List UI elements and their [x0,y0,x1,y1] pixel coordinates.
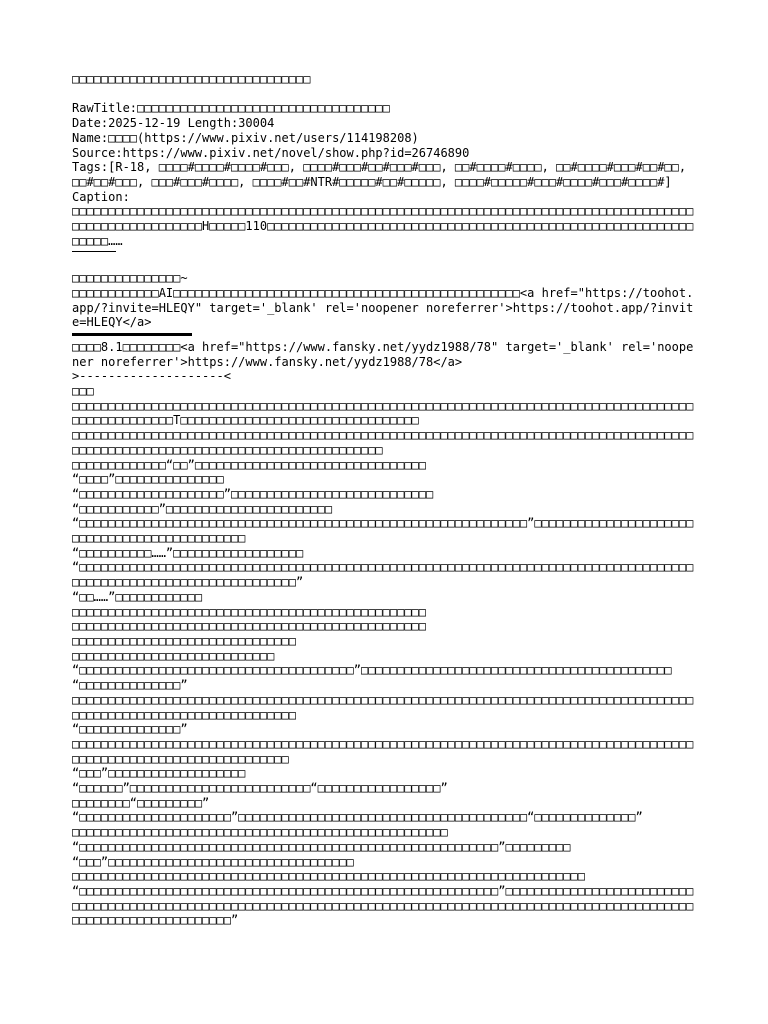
promo-line-3: □□□□8.1□□□□□□□□<a href="https://www.fansky.net/yydz1988/78" target='_blank' rel='noopener noreferrer'>https://www.fansky.net/yydz1988/78</a> [72,339,694,369]
body-paragraph: “□□□□□□□□□□□”□□□□□□□□□□□□□□□□□□□□□□□ [72,501,333,516]
source-url-line: Source:https://www.pixiv.net/novel/show.php?id=26746890 [72,145,470,160]
date-length-line: Date:2025-12-19 Length:30004 [72,116,275,131]
body-paragraph: “□□□□□□□□□□□□□□□□□□□□□□□□□□□□□□□□□□□□□□□□□□□□□□□□□□□□□□□□□□□□□□□□□□□□□□□□□□□□□□□□□□□□□□□□□□□□□□□□□□□□□□□□□□□□□□□□□□□□” [72,560,694,590]
body-paragraph: □□□□□□□□□□□□□□□□□□□□□□□□□□□□ [72,648,275,663]
body-paragraph: “□□□□”□□□□□□□□□□□□□□□ [72,472,224,487]
body-paragraph: “□□□□□□□□□□□□□□□□□□□□□”□□□□□□□□□□□□□□□□□□□□□□□□□□□□□□□□□□□□□□□□“□□□□□□□□□□□□□□” [72,810,643,825]
body-paragraph: “□□□□□□□□□□□□□□□□□□□□□□□□□□□□□□□□□□□□□□□□□□□□□□□□□□□□□□□□□□”□□□□□□□□□□□□□□□□□□□□□□□□□□□□□□□□□□□□□□□□□□□□□□□□□□□□□□□□□□□□□□□□□□□□□□□□□□□□□□□□□□□□□□□□□□□□□□□□□□□□□□□□□□□□□□□□□□□□□□□□□□□□□□□□□□□□□□” [72,883,694,928]
blank-line [72,256,698,271]
novel-body [72,384,698,928]
body-paragraph: “□□□□□□□□□□□□□□” [72,678,188,693]
body-paragraph: □□□□□□□□□□□□□□□□□□□□□□□□□□□□□□□ [72,633,296,648]
body-paragraph: □□□□□□□□□□□□□□□□□□□□□□□□□□□□□□□□□□□□□□□□□□□□□□□□□ [72,604,427,619]
promo-line-2: □□□□□□□□□□□□AI□□□□□□□□□□□□□□□□□□□□□□□□□□□□□□□□□□□□□□□□□□□□□□□□<a href="https://toohot.app/?invite=HLEQY" target='_blank' rel='noopener noreferrer'>https://toohot.app/?invite=HLEQY</a> [72,285,694,330]
caption-text: □□□□□□□□□□□□□□□□□□□□□□□□□□□□□□□□□□□□□□□□□□□□□□□□□□□□□□□□□□□□□□□□□□□□□□□□□□□□□□□□□□□□□□□□□□□□□□□□□□□□□□□□H□□□□□110□□□□□□□□□□□□□□□□□□□□□□□□□□□□□□□□□□□□□□□□□□□□□□□□□□□□□□□□□□□□□□□□…… [72,204,694,248]
blank-line [72,87,698,102]
body-paragraph: “□□□□□□”□□□□□□□□□□□□□□□□□□□□□□□□□“□□□□□□□□□□□□□□□□□” [72,781,448,796]
body-paragraph: “□□□”□□□□□□□□□□□□□□□□□□□□□□□□□□□□□□□□□□ [72,854,354,869]
body-paragraph: □□□□□□□□□□□□□□□□□□□□□□□□□□□□□□□□□□□□□□□□□□□□□□□□□□□□ [72,825,448,840]
body-paragraph: □□□□□□□□“□□□□□□□□□” [72,795,210,810]
body-paragraph: □□□□□□□□□□□□□□□□□□□□□□□□□□□□□□□□□□□□□□□□□□□□□□□□□□□□□□□□□□□□□□□□□□□□□□□ [72,869,585,884]
body-paragraph: □□□□□□□□□□□□□□□□□□□□□□□□□□□□□□□□□□□□□□□□□□□□□□□□□ [72,619,427,634]
body-paragraph: “□□□□□□□□□□□□□□□□□□□□□□□□□□□□□□□□□□□□□□”□□□□□□□□□□□□□□□□□□□□□□□□□□□□□□□□□□□□□□□□□□□ [72,663,672,678]
author-name-line: Name:□□□□(https://www.pixiv.net/users/114198208) [72,130,419,145]
document-heading: □□□□□□□□□□□□□□□□□□□□□□□□□□□□□□□□□ [72,72,311,86]
caption-label: Caption: [72,189,130,204]
body-paragraph: “□□……”□□□□□□□□□□□□ [72,589,203,604]
raw-title-line: RawTitle:□□□□□□□□□□□□□□□□□□□□□□□□□□□□□□□□□□□ [72,101,390,116]
thick-divider [72,333,192,336]
body-paragraph: “□□□□□□□□□□□□□□□□□□□□□□□□□□□□□□□□□□□□□□□□□□□□□□□□□□□□□□□□□□□□□□”□□□□□□□□□□□□□□□□□□□□□□□□□□□□□□□□□□□□□□□□□□□□□□ [72,516,694,546]
body-paragraph: □□□ [72,384,94,399]
separator-line: >--------------------< [72,369,231,384]
novel-text-document [72,72,698,928]
tags-line: Tags:[R-18, □□□□#□□□□#□□□□#□□□, □□□□#□□□#□□#□□□#□□□, □□#□□□□#□□□□, □□#□□□□#□□□#□□#□□, □□#□□#□□□, □□□#□□□#□□□□, □□□□#□□#NTR#□□□□□#□□#□□□□□, □□□□#□□□□□#□□□#□□□□#□□□#□□□□#] [72,160,694,189]
thin-divider [72,251,116,252]
promo-line-1: □□□□□□□□□□□□□□□~ [72,271,188,286]
body-paragraph: “□□□□□□□□□□□□□□□□□□□□□□□□□□□□□□□□□□□□□□□□□□□□□□□□□□□□□□□□□□”□□□□□□□□□ [72,839,571,854]
body-paragraph: □□□□□□□□□□□□□□□□□□□□□□□□□□□□□□□□□□□□□□□□□□□□□□□□□□□□□□□□□□□□□□□□□□□□□□□□□□□□□□□□□□□□□□□□□□□□□□□□□□□□T□□□□□□□□□□□□□□□□□□□□□□□□□□□□□□□□□ [72,398,694,428]
body-paragraph: □□□□□□□□□□□□□□□□□□□□□□□□□□□□□□□□□□□□□□□□□□□□□□□□□□□□□□□□□□□□□□□□□□□□□□□□□□□□□□□□□□□□□□□□□□□□□□□□□□□□□□□□□□□□□□□□□□□□□ [72,692,694,722]
body-paragraph: □□□□□□□□□□□□□“□□”□□□□□□□□□□□□□□□□□□□□□□□□□□□□□□□□ [72,457,427,472]
body-paragraph: □□□□□□□□□□□□□□□□□□□□□□□□□□□□□□□□□□□□□□□□□□□□□□□□□□□□□□□□□□□□□□□□□□□□□□□□□□□□□□□□□□□□□□□□□□□□□□□□□□□□□□□□□□□□□□□□□□□□ [72,736,694,766]
body-paragraph: “□□□□□□□□□□□□□□” [72,722,188,737]
body-paragraph: “□□□□□□□□□□□□□□□□□□□□”□□□□□□□□□□□□□□□□□□□□□□□□□□□□ [72,486,434,501]
body-paragraph: “□□□”□□□□□□□□□□□□□□□□□□□ [72,766,246,781]
body-paragraph: □□□□□□□□□□□□□□□□□□□□□□□□□□□□□□□□□□□□□□□□□□□□□□□□□□□□□□□□□□□□□□□□□□□□□□□□□□□□□□□□□□□□□□□□□□□□□□□□□□□□□□□□□□□□□□□□□□□□□□□□□□□□□□□□□ [72,428,694,457]
body-paragraph: “□□□□□□□□□□……”□□□□□□□□□□□□□□□□□□ [72,545,304,560]
